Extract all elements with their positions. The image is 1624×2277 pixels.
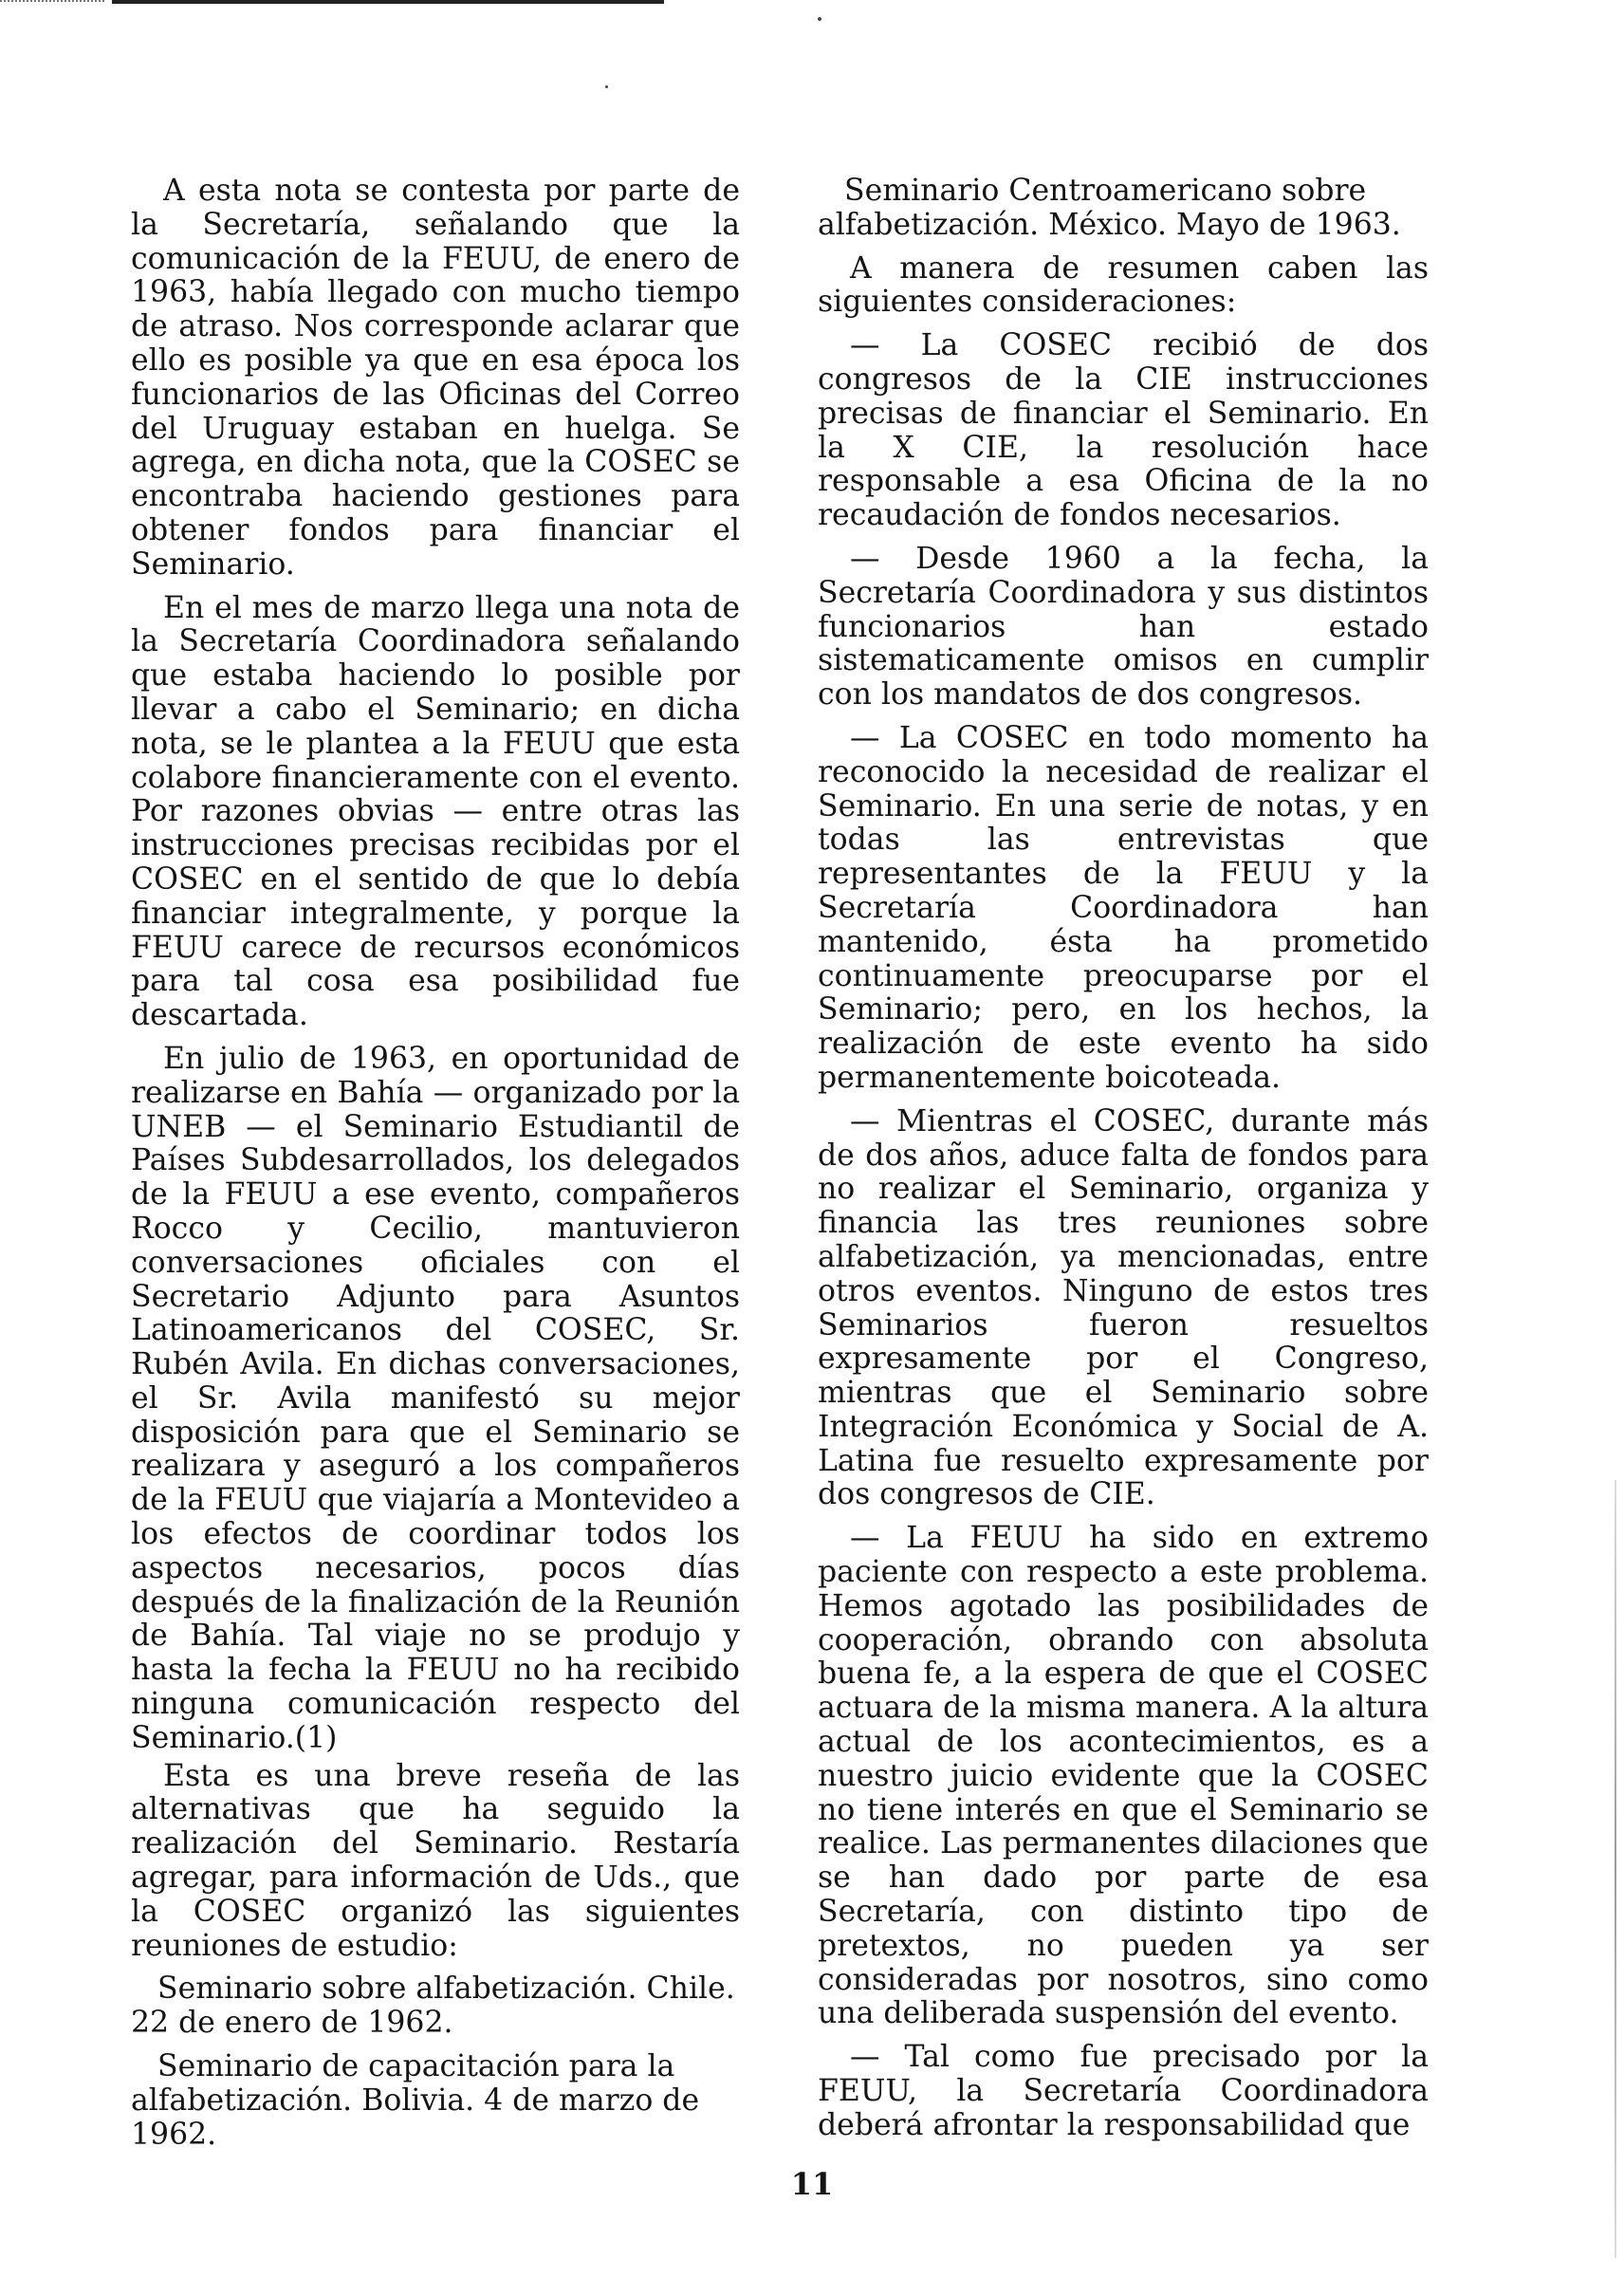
page-number: 11 [790,2166,834,2202]
paragraph: — Tal como fue precisado por la FEUU, la Secretaría Coordinadora deberá afrontar la responsabilidad que [818,2040,1429,2142]
paragraph: En el mes de marzo llega una nota de la Secretaría Coordinadora señalando que estaba haciendo lo posible por llevar a cabo el Seminario; en dicha nota, se le plantea a la FEUU que esta colabore financieramente con el evento. Por razones obvias — entre otras las instrucciones precisas recibidas por el COSEC en el sentido de que lo debía financiar integralmente, y porque la FEUU carece de recursos económicos para tal cosa esa posibilidad fue descartada. [131,590,740,1033]
page-edge-shadow [1615,1480,1616,2258]
seminar-listing: Seminario de capacitación para la alfabetización. Bolivia. 4 de marzo de 1962. [131,2049,700,2152]
paragraph: — La FEUU ha sido en extremo paciente con respecto a este problema. Hemos agotado las posibilidades de cooperación, obrando con absoluta buena fe, a la espera de que el COSEC actuara de la misma manera. A la altura actual de los acontecimientos, es a nuestro juicio evidente que la COSEC no tiene interés en que el Seminario se realice. Las permanentes dilaciones que se han dado por parte de esa Secretaría, con distinto tipo de pretextos, no pueden ya ser consideradas por nosotros, sino como una deliberada suspensión del evento. [818,1521,1429,2031]
paragraph: — La COSEC en todo momento ha reconocido la necesidad de realizar el Seminario. En una serie de notas, y en todas las entrevistas que representantes de la FEUU y la Secretaría Coordinadora han mantenido, ésta ha prometido continuamente preocuparse por el Seminario; pero, en los hechos, la realización de este evento ha sido permanentemente boicoteada. [818,720,1429,1095]
paragraph: — Desde 1960 a la fecha, la Secretaría Coordinadora y sus distintos funcionarios han estado sistematicamente omisos en cumplir con los mandatos de dos congresos. [818,541,1429,713]
paragraph: — Mientras el COSEC, durante más de dos años, aduce falta de fondos para no realizar el Seminario, organiza y financia las tres reuniones sobre alfabetización, ya mencionadas, entre otros eventos. Ninguno de estos tres Seminarios fueron resueltos expresamente por el Congreso, mientras que el Seminario sobre Integración Económica y Social de A. Latina fue resuelto expresamente por dos congresos de CIE. [818,1103,1429,1512]
paragraph: A manera de resumen caben las siguientes consideraciones: [818,250,1429,320]
right-column [818,175,1429,2153]
top-dotted-line [0,0,104,4]
print-speck [605,85,608,88]
paragraph: — La COSEC recibió de dos congresos de la CIE instrucciones precisas de financiar el Seminario. En la X CIE, la resolución hace responsable a esa Oficina de la no recaudación de fondos necesarios. [818,328,1429,533]
top-rule [112,0,664,4]
seminar-listing: Seminario sobre alfabetización. Chile. 22 de enero de 1962. [131,1972,735,2041]
left-column [131,175,740,2161]
paragraph: En julio de 1963, en oportunidad de realizarse en Bahía — organizado por la UNEB — el Seminario Estudiantil de Países Subdesarrollados, los delegados de la FEUU a ese evento, compañeros Rocco y Cecilio, mantuvieron conversaciones oficiales con el Secretario Adjunto para Asuntos Latinoamericanos del COSEC, Sr. Rubén Avila. En dichas conversaciones, el Sr. Avila manifestó su mejor disposición para que el Seminario se realizara y aseguró a los compañeros de la FEUU que viajaría a Montevideo a los efectos de coordinar todos los aspectos necesarios, pocos días después de la finalización de la Reunión de Bahía. Tal viaje no se produjo y hasta la fecha la FEUU no ha recibido ninguna comunicación respecto del Seminario.(1) [131,1041,740,1755]
seminar-listing: Seminario Centroamericano sobre alfabetización. México. Mayo de 1963. [818,174,1401,242]
print-speck [818,17,821,21]
paragraph: A esta nota se contesta por parte de la Secretaría, señalando que la comunicación de la FEUU, de enero de 1963, había llegado con mucho tiempo de atraso. Nos corresponde aclarar que ello es posible ya que en esa época los funcionarios de las Oficinas del Correo del Uruguay estaban en huelga. Se agrega, en dicha nota, que la COSEC se encontraba haciendo gestiones para obtener fondos para financiar el Seminario. [131,174,740,582]
paragraph: Esta es una breve reseña de las alternativas que ha seguido la realización del Seminario. Restaría agregar, para información de Uds., que la COSEC organizó las siguientes reuniones de estudio: [131,1758,740,1963]
